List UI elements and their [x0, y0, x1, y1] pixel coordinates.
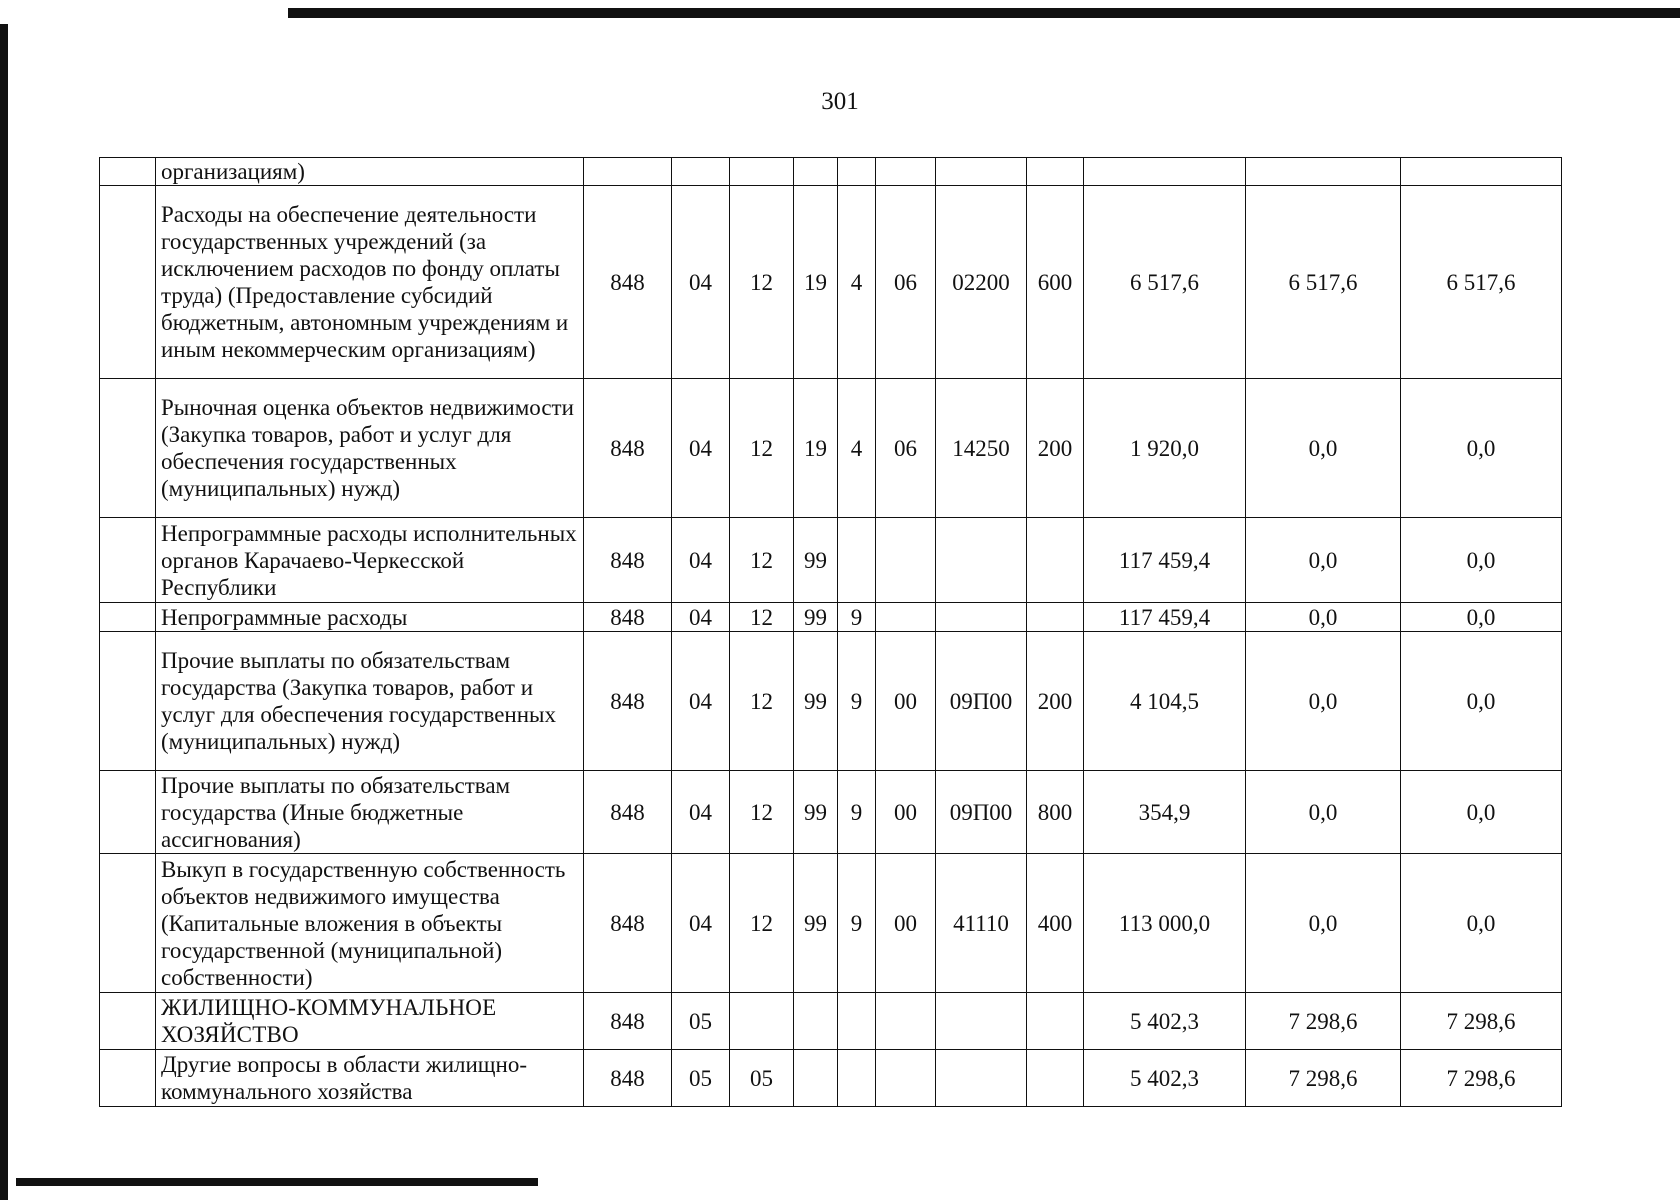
code-direction: 02200 — [936, 186, 1027, 379]
code-ministry: 848 — [584, 1050, 672, 1107]
code-subsection: 12 — [730, 771, 794, 854]
code-section: 05 — [672, 993, 730, 1050]
code-expense-type — [1027, 603, 1084, 632]
item-name: ЖИЛИЩНО-КОММУНАЛЬНОЕ ХОЗЯЙСТВО — [156, 993, 584, 1050]
code-section — [672, 158, 730, 186]
code-section: 05 — [672, 1050, 730, 1107]
code-direction — [936, 603, 1027, 632]
code-program: 99 — [794, 632, 838, 771]
code-event — [876, 518, 936, 603]
amount-year-3: 0,0 — [1401, 603, 1562, 632]
code-subsection: 12 — [730, 518, 794, 603]
code-section: 04 — [672, 603, 730, 632]
code-ministry: 848 — [584, 518, 672, 603]
code-section: 04 — [672, 854, 730, 993]
amount-year-1: 354,9 — [1084, 771, 1246, 854]
code-expense-type: 200 — [1027, 379, 1084, 518]
item-name: Другие вопросы в области жилищно-коммунального хозяйства — [156, 1050, 584, 1107]
amount-year-2: 0,0 — [1246, 632, 1401, 771]
table-row — [100, 186, 1562, 379]
code-section: 04 — [672, 632, 730, 771]
code-subprogram: 9 — [838, 854, 876, 993]
item-name: Прочие выплаты по обязательствам государства (Иные бюджетные ассигнования) — [156, 771, 584, 854]
row-number-cell — [100, 186, 156, 379]
table-row — [100, 603, 1562, 632]
code-direction: 09П00 — [936, 771, 1027, 854]
amount-year-1: 4 104,5 — [1084, 632, 1246, 771]
amount-year-1: 117 459,4 — [1084, 518, 1246, 603]
row-number-cell — [100, 379, 156, 518]
code-direction — [936, 158, 1027, 186]
code-subprogram — [838, 993, 876, 1050]
code-event — [876, 993, 936, 1050]
code-subsection: 12 — [730, 186, 794, 379]
amount-year-2: 0,0 — [1246, 603, 1401, 632]
code-subprogram: 4 — [838, 186, 876, 379]
code-program — [794, 1050, 838, 1107]
code-program — [794, 158, 838, 186]
amount-year-2 — [1246, 158, 1401, 186]
code-direction: 14250 — [936, 379, 1027, 518]
code-subprogram — [838, 518, 876, 603]
code-direction: 41110 — [936, 854, 1027, 993]
table-row — [100, 632, 1562, 771]
code-event — [876, 1050, 936, 1107]
item-name: Выкуп в государственную собственность объектов недвижимого имущества (Капитальные вложения в объекты государственной (муниципальной) собственности) — [156, 854, 584, 993]
code-event — [876, 158, 936, 186]
code-event: 06 — [876, 186, 936, 379]
code-ministry — [584, 158, 672, 186]
code-subsection: 12 — [730, 379, 794, 518]
code-section: 04 — [672, 186, 730, 379]
row-number-cell — [100, 158, 156, 186]
code-subprogram: 9 — [838, 632, 876, 771]
amount-year-1: 113 000,0 — [1084, 854, 1246, 993]
code-program: 99 — [794, 854, 838, 993]
amount-year-1: 6 517,6 — [1084, 186, 1246, 379]
code-expense-type: 600 — [1027, 186, 1084, 379]
code-subsection — [730, 993, 794, 1050]
amount-year-2: 0,0 — [1246, 771, 1401, 854]
code-direction: 09П00 — [936, 632, 1027, 771]
amount-year-3: 0,0 — [1401, 379, 1562, 518]
code-program: 99 — [794, 518, 838, 603]
amount-year-2: 0,0 — [1246, 854, 1401, 993]
amount-year-1: 5 402,3 — [1084, 993, 1246, 1050]
row-number-cell — [100, 632, 156, 771]
item-name: Расходы на обеспечение деятельности государственных учреждений (за исключением расходов по фонду оплаты труда) (Предоставление субсидий бюджетным, автономным учреждениям и иным некоммерческим организациям) — [156, 186, 584, 379]
code-program: 99 — [794, 771, 838, 854]
item-name: Рыночная оценка объектов недвижимости (Закупка товаров, работ и услуг для обеспечения государственных (муниципальных) нужд) — [156, 379, 584, 518]
code-ministry: 848 — [584, 186, 672, 379]
code-direction — [936, 518, 1027, 603]
code-expense-type — [1027, 993, 1084, 1050]
code-program: 19 — [794, 186, 838, 379]
amount-year-1: 5 402,3 — [1084, 1050, 1246, 1107]
budget-table — [99, 157, 1562, 1107]
table-row — [100, 993, 1562, 1050]
amount-year-2: 7 298,6 — [1246, 1050, 1401, 1107]
amount-year-3: 0,0 — [1401, 632, 1562, 771]
code-subprogram — [838, 158, 876, 186]
table-row — [100, 854, 1562, 993]
table-row — [100, 158, 1562, 186]
code-subprogram: 9 — [838, 771, 876, 854]
row-number-cell — [100, 771, 156, 854]
code-subprogram — [838, 1050, 876, 1107]
scan-border-top — [288, 8, 1680, 18]
code-subsection: 05 — [730, 1050, 794, 1107]
scan-border-left — [0, 24, 8, 1200]
scan-border-bottom — [16, 1178, 538, 1186]
amount-year-2: 0,0 — [1246, 379, 1401, 518]
code-expense-type — [1027, 158, 1084, 186]
code-program: 99 — [794, 603, 838, 632]
code-expense-type — [1027, 1050, 1084, 1107]
amount-year-2: 6 517,6 — [1246, 186, 1401, 379]
code-section: 04 — [672, 771, 730, 854]
amount-year-1: 117 459,4 — [1084, 603, 1246, 632]
code-section: 04 — [672, 379, 730, 518]
code-subsection: 12 — [730, 854, 794, 993]
amount-year-3 — [1401, 158, 1562, 186]
amount-year-1: 1 920,0 — [1084, 379, 1246, 518]
amount-year-2: 0,0 — [1246, 518, 1401, 603]
code-expense-type: 800 — [1027, 771, 1084, 854]
code-program — [794, 993, 838, 1050]
table-row — [100, 1050, 1562, 1107]
code-subsection: 12 — [730, 603, 794, 632]
amount-year-3: 7 298,6 — [1401, 993, 1562, 1050]
code-section: 04 — [672, 518, 730, 603]
code-subprogram: 9 — [838, 603, 876, 632]
code-ministry: 848 — [584, 771, 672, 854]
code-program: 19 — [794, 379, 838, 518]
item-name: Непрограммные расходы исполнительных органов Карачаево-Черкесской Республики — [156, 518, 584, 603]
code-expense-type — [1027, 518, 1084, 603]
code-event: 00 — [876, 632, 936, 771]
code-event: 00 — [876, 854, 936, 993]
amount-year-3: 0,0 — [1401, 518, 1562, 603]
table-row — [100, 771, 1562, 854]
code-ministry: 848 — [584, 603, 672, 632]
code-ministry: 848 — [584, 993, 672, 1050]
code-ministry: 848 — [584, 854, 672, 993]
item-name: Прочие выплаты по обязательствам государства (Закупка товаров, работ и услуг для обеспечения государственных (муниципальных) нужд) — [156, 632, 584, 771]
amount-year-3: 0,0 — [1401, 771, 1562, 854]
code-direction — [936, 993, 1027, 1050]
code-expense-type: 200 — [1027, 632, 1084, 771]
amount-year-3: 6 517,6 — [1401, 186, 1562, 379]
table-row — [100, 379, 1562, 518]
item-name: организациям) — [156, 158, 584, 186]
code-ministry: 848 — [584, 632, 672, 771]
page-number: 301 — [821, 88, 859, 115]
row-number-cell — [100, 603, 156, 632]
amount-year-1 — [1084, 158, 1246, 186]
code-subprogram: 4 — [838, 379, 876, 518]
row-number-cell — [100, 518, 156, 603]
row-number-cell — [100, 993, 156, 1050]
code-event: 06 — [876, 379, 936, 518]
code-expense-type: 400 — [1027, 854, 1084, 993]
item-name: Непрограммные расходы — [156, 603, 584, 632]
code-event — [876, 603, 936, 632]
row-number-cell — [100, 854, 156, 993]
amount-year-3: 7 298,6 — [1401, 1050, 1562, 1107]
code-event: 00 — [876, 771, 936, 854]
code-subsection: 12 — [730, 632, 794, 771]
row-number-cell — [100, 1050, 156, 1107]
table-row — [100, 518, 1562, 603]
amount-year-3: 0,0 — [1401, 854, 1562, 993]
code-ministry: 848 — [584, 379, 672, 518]
code-subsection — [730, 158, 794, 186]
code-direction — [936, 1050, 1027, 1107]
amount-year-2: 7 298,6 — [1246, 993, 1401, 1050]
